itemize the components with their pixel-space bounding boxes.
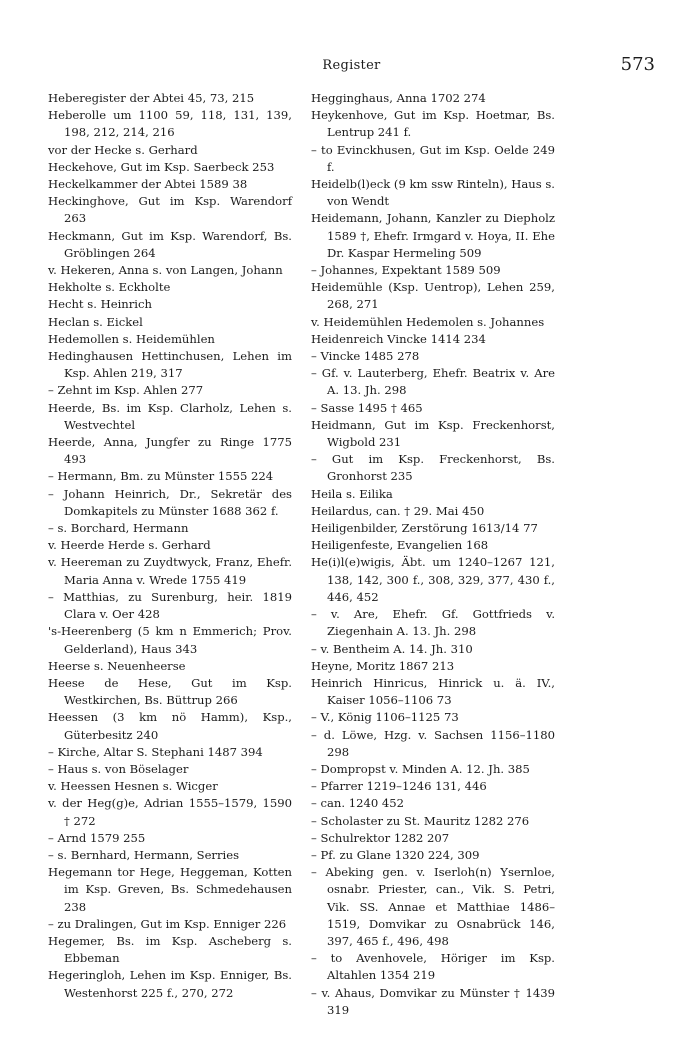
index-entry: Heyne, Moritz 1867 213 <box>311 658 455 673</box>
index-entry: – zu Dralingen, Gut im Ksp. Enniger 226 <box>48 916 287 931</box>
index-entry: v. Heerde Herde s. Gerhard <box>48 538 211 553</box>
index-entry: Heckelkammer der Abtei 1589 38 <box>48 177 248 192</box>
index-entry: – Vincke 1485 278 <box>311 349 420 364</box>
page-number: 573 <box>620 54 655 75</box>
index-entry: Hekholte s. Eckholte <box>48 280 171 295</box>
index-entry: Heidelb(l)eck (9 km ssw Rinteln), Haus s. von Wendt <box>311 177 555 209</box>
index-entry: – v. Ahaus, Domvikar zu Münster † 1439 319 <box>311 985 555 1017</box>
index-entry: v. Hekeren, Anna s. von Langen, Johann <box>48 263 283 278</box>
index-entry: – s. Bernhard, Hermann, Serries <box>48 847 240 862</box>
index-entry: Heberegister der Abtei 45, 73, 215 <box>48 91 255 105</box>
index-entry: – Abeking gen. v. Iserloh(n) Ysernloe, osnabr. Priester, can., Vik. S. Petri, Vik. SS. Annae et Matthiae 1486–1519, Domvikar zu Osnabrück 146, 397, 465 f., 496, 498 <box>311 865 555 948</box>
index-entry: Heinrich Hinricus, Hinrick u. ä. IV., Kaiser 1056–1106 73 <box>311 675 555 708</box>
index-entry: – v. Bentheim A. 14. Jh. 310 <box>311 641 473 656</box>
index-entry: 's-Heerenberg (5 km n Emmerich; Prov. Gelderland), Haus 343 <box>48 624 292 656</box>
index-entry: Heerse s. Neuenheerse <box>48 658 186 673</box>
index-entry: – Sasse 1495 † 465 <box>311 400 423 415</box>
index-entry: v. Heessen Hesnen s. Wicger <box>48 779 218 794</box>
index-entry: – Haus s. von Böselager <box>48 761 189 776</box>
index-entry: Hegemann tor Hege, Heggeman, Kotten im Ksp. Greven, Bs. Schmedehausen 238 <box>48 865 292 914</box>
index-entry: – d. Löwe, Hzg. v. Sachsen 1156–1180 298 <box>311 727 555 759</box>
index-entry: Heckinghove, Gut im Ksp. Warendorf 263 <box>48 194 292 226</box>
index-entry: – can. 1240 452 <box>311 796 405 811</box>
index-entry: Hegginghaus, Anna 1702 274 <box>311 91 486 105</box>
index-entry: – Johann Heinrich, Dr., Sekretär des Domkapitels zu Münster 1688 362 f. <box>48 486 292 518</box>
index-entry: Heiligenbilder, Zerstörung 1613/14 77 <box>311 521 538 536</box>
index-entry: – s. Borchard, Hermann <box>48 521 189 536</box>
index-entry: Heese de Hese, Gut im Ksp. Westkirchen, Bs. Büttrup 266 <box>48 675 292 708</box>
index-entry: Heidemühle (Ksp. Uentrop), Lehen 259, 268, 271 <box>311 280 555 312</box>
index-entry: Heberolle um 1100 59, 118, 131, 139, 198, 212, 214, 216 <box>48 108 292 140</box>
index-entry: – Dompropst v. Minden A. 12. Jh. 385 <box>311 761 530 776</box>
index-entry: – Pf. zu Glane 1320 224, 309 <box>311 847 480 862</box>
left-column <box>48 90 292 1002</box>
index-entry: Heidmann, Gut im Ksp. Freckenhorst, Wigbold 231 <box>311 417 555 450</box>
index-entry: Heerde, Bs. im Ksp. Clarholz, Lehen s. Westvechtel <box>48 400 292 432</box>
index-entry: – Schulrektor 1282 207 <box>311 830 450 845</box>
index-entry: Hecht s. Heinrich <box>48 297 152 312</box>
index-entry: Heidemann, Johann, Kanzler zu Diepholz 1589 †, Ehefr. Irmgard v. Hoya, II. Ehe Dr. Kaspar Hermeling 509 <box>311 211 555 260</box>
index-entry: Hedemollen s. Heidemühlen <box>48 331 215 346</box>
index-entry: – Scholaster zu St. Mauritz 1282 276 <box>311 813 530 828</box>
index-entry: – V., König 1106–1125 73 <box>311 710 459 725</box>
index-entry: – Pfarrer 1219–1246 131, 446 <box>311 779 487 794</box>
index-entry: Heckehove, Gut im Ksp. Saerbeck 253 <box>48 159 275 174</box>
index-entry: – v. Are, Ehefr. Gf. Gottfrieds v. Ziegenhain A. 13. Jh. 298 <box>311 607 555 639</box>
index-entry: Hegeringloh, Lehen im Ksp. Enniger, Bs. Westenhorst 225 f., 270, 272 <box>48 968 292 1000</box>
index-entry: Heila s. Eilika <box>311 486 393 501</box>
page-header <box>48 52 655 82</box>
index-entry: He(i)l(e)wigis, Äbt. um 1240–1267 121, 138, 142, 300 f., 308, 329, 377, 430 f., 446, 452 <box>311 555 555 604</box>
running-head: Register <box>322 58 381 73</box>
index-entry: Heykenhove, Gut im Ksp. Hoetmar, Bs. Lentrup 241 f. <box>311 108 555 140</box>
index-entry: – Matthias, zu Surenburg, heir. 1819 Clara v. Oer 428 <box>48 589 292 622</box>
index-entry: Heiligenfeste, Evangelien 168 <box>311 538 489 553</box>
index-entry: vor der Hecke s. Gerhard <box>48 142 198 157</box>
index-entry: v. Heereman zu Zuydtwyck, Franz, Ehefr. Maria Anna v. Wrede 1755 419 <box>48 555 292 587</box>
index-entry: Heilardus, can. † 29. Mai 450 <box>311 503 485 518</box>
index-entry: – to Evinckhusen, Gut im Ksp. Oelde 249 f. <box>311 142 555 174</box>
index-entry: – Hermann, Bm. zu Münster 1555 224 <box>48 469 274 484</box>
index-entry: – Gut im Ksp. Freckenhorst, Bs. Gronhorst 235 <box>311 452 555 484</box>
index-entry: Hedinghausen Hettinchusen, Lehen im Ksp. Ahlen 219, 317 <box>48 349 292 381</box>
index-entry: Heidenreich Vincke 1414 234 <box>311 331 486 346</box>
index-entry: Heckmann, Gut im Ksp. Warendorf, Bs. Gröblingen 264 <box>48 228 292 260</box>
index-entry: v. Heidemühlen Hedemolen s. Johannes <box>311 314 545 329</box>
index-entry: – Kirche, Altar S. Stephani 1487 394 <box>48 744 263 759</box>
index-entry: – Arnd 1579 255 <box>48 830 146 845</box>
index-entry: – Zehnt im Ksp. Ahlen 277 <box>48 383 204 398</box>
index-entry: v. der Heg(g)e, Adrian 1555–1579, 1590 † 272 <box>48 796 292 828</box>
index-entry: – to Avenhovele, Höriger im Ksp. Altahlen 1354 219 <box>311 951 555 983</box>
index-entry: Heclan s. Eickel <box>48 314 143 329</box>
index-entry: – Johannes, Expektant 1589 509 <box>311 263 501 278</box>
right-column <box>311 90 555 1019</box>
index-entry: Hegemer, Bs. im Ksp. Ascheberg s. Ebbeman <box>48 933 292 966</box>
index-entry: Heerde, Anna, Jungfer zu Ringe 1775 493 <box>48 435 292 467</box>
index-entry: – Gf. v. Lauterberg, Ehefr. Beatrix v. Are A. 13. Jh. 298 <box>311 366 555 398</box>
index-entry: Heessen (3 km nö Hamm), Ksp., Güterbesitz 240 <box>48 710 292 742</box>
